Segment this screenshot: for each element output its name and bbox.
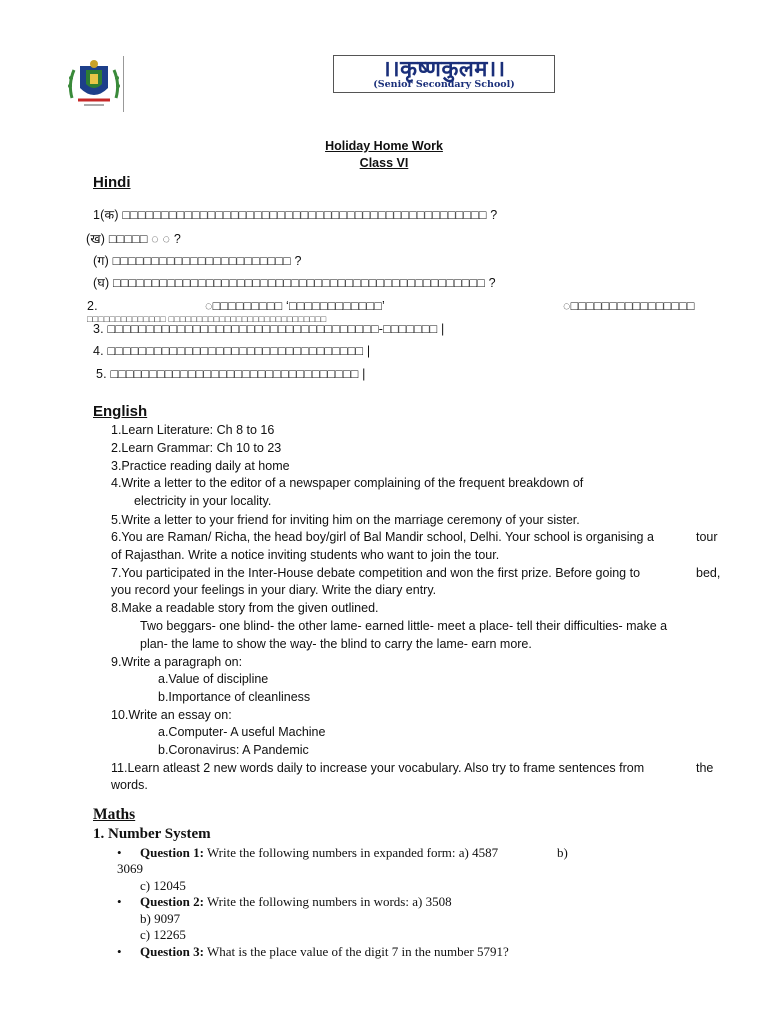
english-item: 2.Learn Grammar: Ch 10 to 23 [111,441,282,455]
english-item: a.Value of discipline [158,672,269,686]
english-item: 7.You participated in the Inter-House debate competition and won the first prize. Before going to [111,566,641,580]
english-item: a.Computer- A useful Machine [158,725,326,739]
question-3-text: What is the place value of the digit 7 in the number 5791? [206,944,509,959]
maths-heading: Maths [93,806,136,823]
question-1-option-b: b) [557,845,568,860]
hindi-line: 5. □□□□□□□□□□□□□□□□□□□□□□□□□□□□□□□□ | [96,367,366,381]
question-1-option-c: c) 12045 [140,878,186,893]
question-2-label: Question 2: [140,894,204,909]
question-2-option-c: c) 12265 [140,927,186,942]
english-item: electricity in your locality. [134,494,272,508]
english-item: 8.Make a readable story from the given outlined. [111,601,379,615]
hindi-line: (ग) □□□□□□□□□□□□□□□□□□□□□□□ ? [93,254,302,268]
english-item: 4.Write a letter to the editor of a newspaper complaining of the frequent breakdown of [111,476,584,490]
question-1 [140,845,498,861]
english-item: 1.Learn Literature: Ch 8 to 16 [111,423,275,437]
bullet-icon: • [117,894,122,909]
english-item: b.Coronavirus: A Pandemic [158,743,309,757]
english-item: you record your feelings in your diary. Write the diary entry. [111,583,437,597]
english-item: b.Importance of cleanliness [158,690,311,704]
question-3-label: Question 3: [140,944,204,959]
logo-divider [123,56,124,112]
banner-title: ।।कृष्णकुलम।। [382,56,506,82]
school-name-banner [333,55,555,93]
hindi-line: □□□□□□□□□□□□□□ □□□□□□□□□□□□□□□□□□□□□□□□□□□□ [87,314,327,324]
hindi-line: (ख) □□□□□ ◌ ◌ ? [86,232,181,246]
english-item: 9.Write a paragraph on: [111,655,243,669]
english-item: plan- the lame to show the way- the blind to carry the lame- earn more. [140,637,532,651]
school-crest-logo [64,58,124,110]
english-item: 11.Learn atleast 2 new words daily to increase your vocabulary. Also try to frame sentences from [111,761,645,775]
english-item: Two beggars- one blind- the other lame- earned little- meet a place- tell their difficulties- make a [140,619,668,633]
document-title: Holiday Home Work [325,139,443,153]
hindi-number: 2. [87,299,98,313]
english-item: bed, [696,566,721,580]
english-item: 5.Write a letter to your friend for inviting him on the marriage ceremony of your sister. [111,513,580,527]
hindi-line: 4. □□□□□□□□□□□□□□□□□□□□□□□□□□□□□□□□□ | [93,344,371,358]
question-1-text: Write the following numbers in expanded form: a) 4587 [206,845,499,860]
maths-subheading: 1. Number System [93,826,211,842]
question-2-option-b: b) 9097 [140,911,181,926]
hindi-line: ◌□□□□□□□□□ ‘□□□□□□□□□□□□’ [205,299,386,313]
hindi-line: ◌□□□□□□□□□□□□□□□□ [563,299,695,313]
question-2 [140,894,452,910]
english-item: tour [696,530,718,544]
english-item: 3.Practice reading daily at home [111,459,290,473]
english-item: words. [111,778,148,792]
question-1-label: Question 1: [140,845,204,860]
hindi-line: (घ) □□□□□□□□□□□□□□□□□□□□□□□□□□□□□□□□□□□□□□□□□□□□□□□□ ? [93,276,496,290]
hindi-line: 1(क) □□□□□□□□□□□□□□□□□□□□□□□□□□□□□□□□□□□□□□□□□□□□□□□ ? [93,208,498,222]
hindi-heading: Hindi [93,174,131,191]
question-2-text: Write the following numbers in words: a) 3508 [206,894,452,909]
banner-subtitle: (Senior Secondary School) [373,79,515,90]
question-3 [140,944,509,960]
bullet-icon: • [117,845,122,860]
question-1-option-b-value: 3069 [117,861,143,876]
english-item: 10.Write an essay on: [111,708,232,722]
class-title: Class VI [359,156,409,170]
english-item: the [696,761,714,775]
english-item: of Rajasthan. Write a notice inviting students who want to join the tour. [111,548,500,562]
bullet-icon: • [117,944,122,959]
english-heading: English [93,403,148,420]
english-item: 6.You are Raman/ Richa, the head boy/girl of Bal Mandir school, Delhi. Your school is organising a [111,530,654,544]
hindi-line: 3. □□□□□□□□□□□□□□□□□□□□□□□□□□□□□□□□□□□-□□□□□□□ | [93,322,445,336]
